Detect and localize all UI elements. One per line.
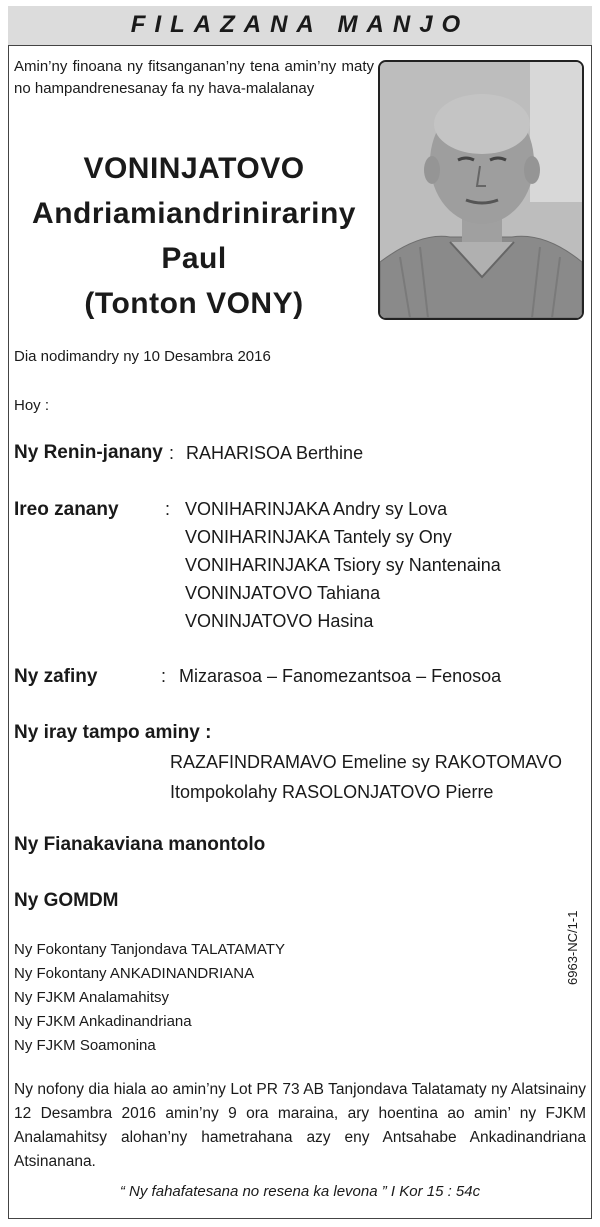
deceased-name-line1: VONINJATOVO	[83, 152, 305, 185]
organizations-list	[14, 938, 285, 1058]
grandchildren-names: Mizarasoa – Fanomezantsoa – Fenosoa	[179, 666, 502, 686]
children-separator: :	[165, 499, 171, 519]
list-item: Ny FJKM Ankadinandriana	[14, 1013, 192, 1030]
list-item: VONIHARINJAKA Tsiory sy Nantenaina	[185, 555, 501, 575]
widow-label: Ny Renin-janany	[14, 442, 163, 463]
gomdm-line: Ny GOMDM	[14, 890, 119, 911]
deceased-name-line3: Paul	[161, 242, 227, 275]
hoy-label: Hoy :	[14, 397, 50, 414]
reference-code: 6963-NC/1-1	[565, 910, 580, 985]
grandchildren-label: Ny zafiny	[14, 666, 98, 687]
intro-text: Amin’ny finoana ny fitsanganan’ny tena amin’ny maty no hampandrenesanay fa ny hava-malalanay	[14, 58, 374, 97]
grandchildren-separator: :	[161, 666, 167, 686]
list-item: Itompokolahy RASOLONJATOVO Pierre	[170, 782, 494, 802]
portrait-image	[380, 62, 582, 318]
portrait-photo	[378, 60, 584, 320]
children-list	[185, 495, 501, 635]
siblings-label: Ny iray tampo aminy :	[14, 722, 212, 743]
family-line: Ny Fianakaviana manontolo	[14, 834, 266, 855]
list-item: VONINJATOVO Tahiana	[185, 583, 381, 603]
bible-quote: “ Ny fahafatesana no resena ka levona ” I Kor 15 : 54c	[119, 1183, 481, 1200]
list-item: Ny Fokontany ANKADINANDRIANA	[14, 965, 255, 982]
children-label: Ireo zanany	[14, 499, 119, 520]
deceased-name	[14, 146, 374, 326]
deceased-name-line2: Andriamiandrinirariny	[32, 197, 356, 230]
list-item: VONIHARINJAKA Tantely sy Ony	[185, 527, 452, 547]
widow-name: RAHARISOA Berthine	[186, 443, 364, 463]
list-item: Ny Fokontany Tanjondava TALATAMATY	[14, 941, 285, 958]
death-date: Dia nodimandry ny 10 Desambra 2016	[14, 348, 271, 365]
deceased-nickname: (Tonton VONY)	[84, 287, 304, 320]
list-item: RAZAFINDRAMAVO Emeline sy RAKOTOMAVO	[170, 752, 563, 772]
notice-title: FILAZANA MANJO	[8, 6, 592, 46]
list-item: VONIHARINJAKA Andry sy Lova	[185, 499, 448, 519]
list-item: Ny FJKM Analamahitsy	[14, 989, 170, 1006]
funeral-notice: Ny nofony dia hiala ao amin’ny Lot PR 73 AB Tanjondava Talatamaty ny Alatsinainy 12 Desambra 2016 amin’ny 9 ora maraina, ary hoentina ao amin’ ny FJKM Analamahitsy alohan’ny hametrahana azy eny Antsahabe Ankadinandriana Atsinanana.	[14, 1081, 586, 1170]
list-item: Ny FJKM Soamonina	[14, 1037, 156, 1054]
list-item: VONINJATOVO Hasina	[185, 611, 374, 631]
siblings-list	[170, 747, 562, 807]
widow-separator: :	[169, 443, 175, 463]
